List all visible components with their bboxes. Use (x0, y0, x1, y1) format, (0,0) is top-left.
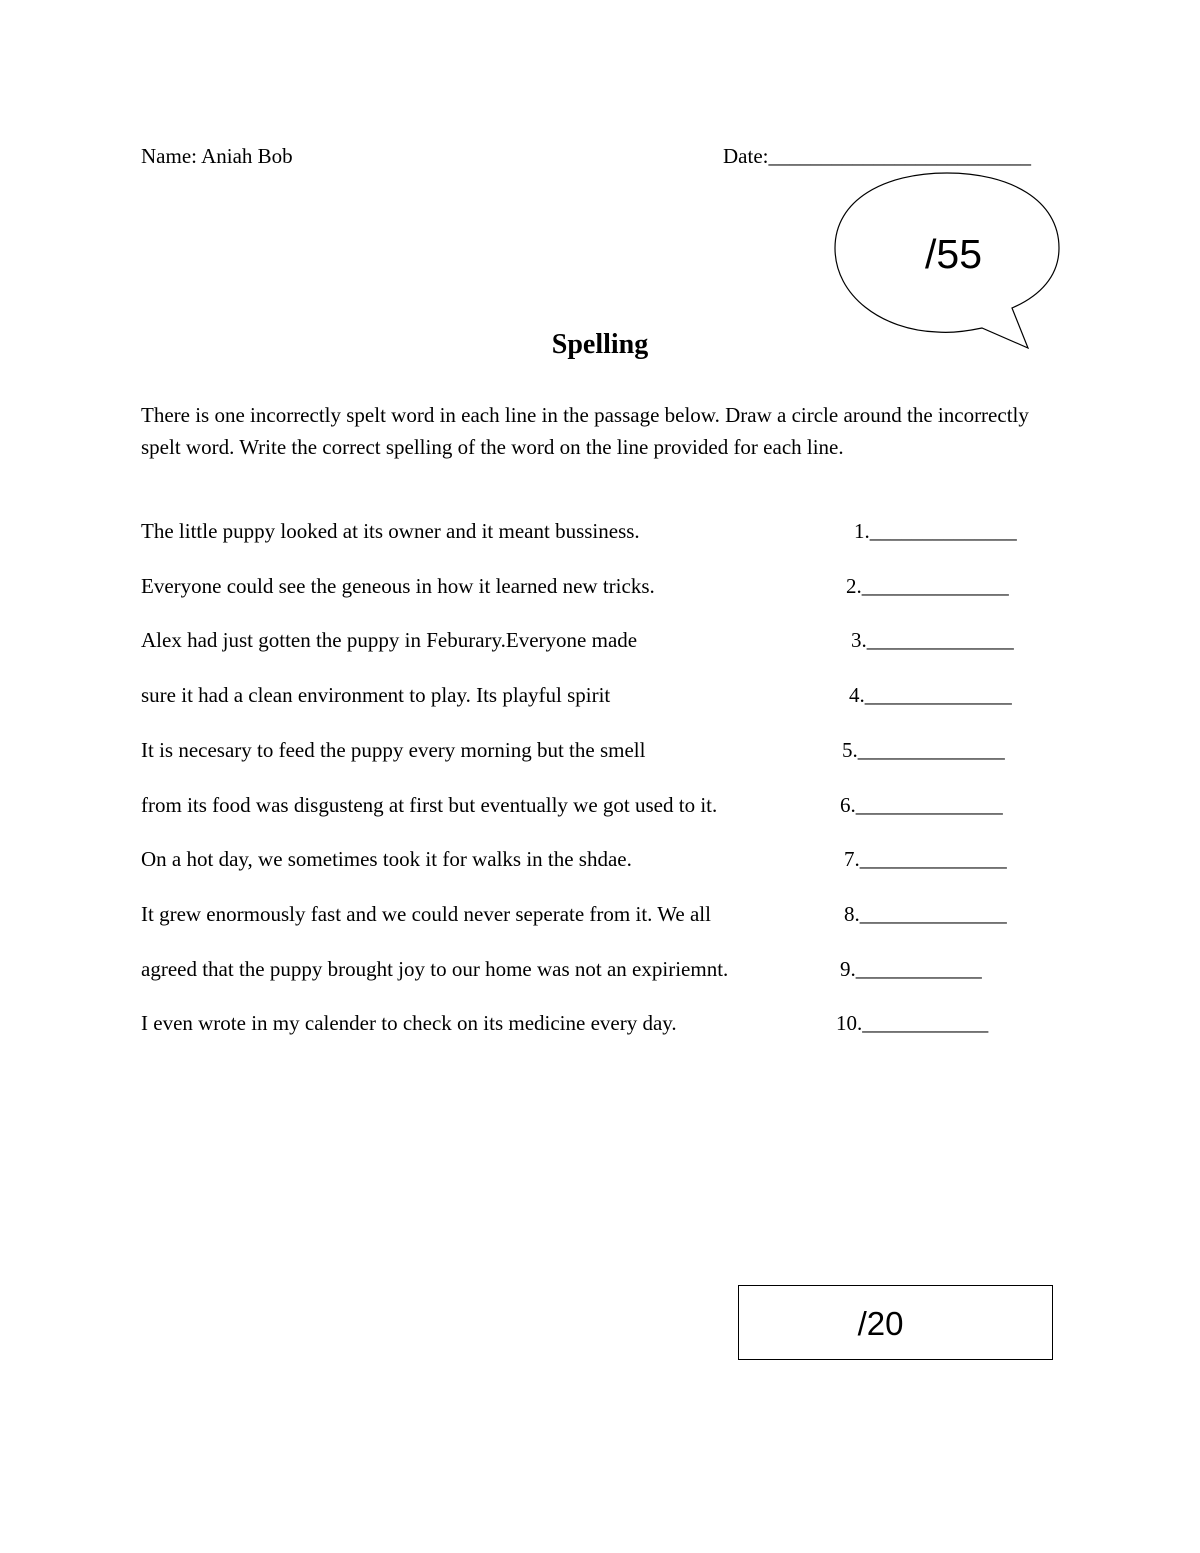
passage-line: Everyone could see the geneous in how it learned new tricks. (141, 574, 655, 598)
score-box (738, 1285, 1053, 1360)
answer-blank[interactable]: 7.______________ (844, 847, 1007, 871)
passage-line: from its food was disgusteng at first but eventually we got used to it. (141, 793, 718, 817)
passage-line: I even wrote in my calender to check on its medicine every day. (141, 1011, 677, 1035)
answer-blank[interactable]: 2.______________ (846, 574, 1009, 598)
passage-line: The little puppy looked at its owner and it meant bussiness. (141, 519, 640, 543)
passage-line: It is necesary to feed the puppy every morning but the smell (141, 738, 646, 762)
date-field[interactable]: Date:_________________________ (723, 144, 1031, 168)
answer-blank[interactable]: 1.______________ (854, 519, 1017, 543)
bubble-score: /55 (925, 231, 982, 277)
passage-line: sure it had a clean environment to play. Its playful spirit (141, 683, 611, 707)
score-box-value: /20 (857, 1305, 904, 1342)
passage-line: agreed that the puppy brought joy to our home was not an expiriemnt. (141, 957, 729, 981)
answer-blank[interactable]: 6.______________ (840, 793, 1003, 817)
instructions: There is one incorrectly spelt word in each line in the passage below. Draw a circle around the incorrectly spelt word. Write the correct spelling of the word on the line provided for each line. (141, 403, 1029, 459)
passage-line: On a hot day, we sometimes took it for walks in the shdae. (141, 847, 632, 871)
answer-blank[interactable]: 5.______________ (842, 738, 1005, 762)
passage-line: Alex had just gotten the puppy in Feburary.Everyone made (141, 628, 638, 652)
answer-blank[interactable]: 3.______________ (851, 628, 1014, 652)
answer-blank[interactable]: 8.______________ (844, 902, 1007, 926)
passage-line: It grew enormously fast and we could never seperate from it. We all (141, 902, 711, 926)
page-title: Spelling (551, 329, 649, 360)
student-name: Name: Aniah Bob (141, 144, 293, 168)
answer-blank[interactable]: 9.____________ (840, 957, 982, 981)
answer-blank[interactable]: 10.____________ (836, 1011, 989, 1035)
answer-blank[interactable]: 4.______________ (849, 683, 1012, 707)
